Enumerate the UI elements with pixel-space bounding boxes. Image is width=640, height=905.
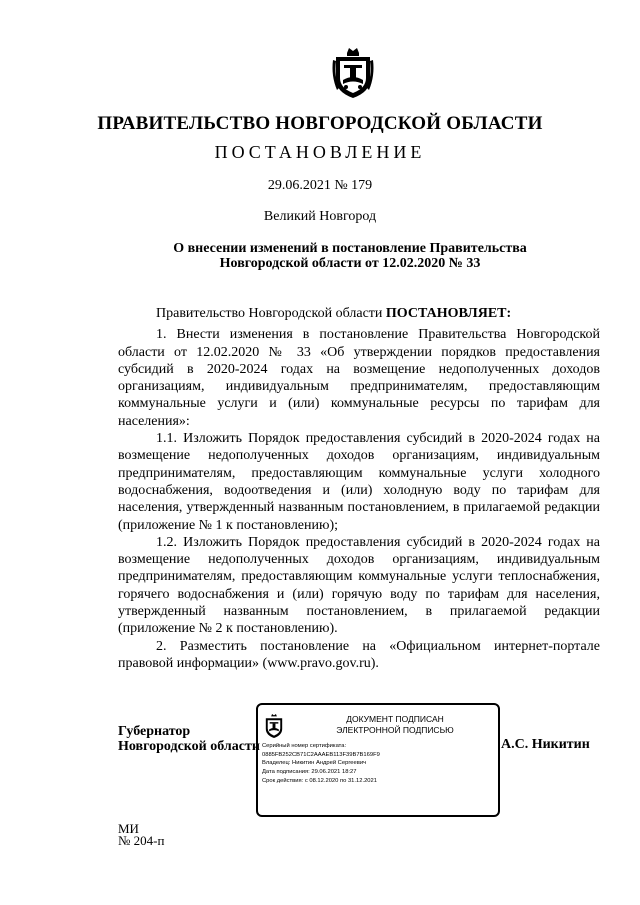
body-paragraph: 2. Разместить постановление на «Официальном интернет-портале правовой информации» (www.pravo.gov.ru).: [118, 638, 600, 671]
preamble: [118, 305, 600, 322]
stamp-detail-line: 0885FB252CB71C2AAAEB113F39B7B169F9: [262, 751, 380, 758]
signatory-position-line: Губернатор: [118, 724, 191, 739]
stamp-heading-line: ЭЛЕКТРОННОЙ ПОДПИСЬЮ: [336, 725, 454, 735]
document-place: Великий Новгород: [263, 209, 377, 224]
body-paragraph: 1.1. Изложить Порядок предоставления субсидий в 2020-2024 годах на возмещение недополученных доходов организациям, индивидуальным предпринимателям, предоставляющим коммунальные услуги холодного водоснабжения, водоотведения и (или) холодную воду по тарифам для населения, утвержденный названным постановлением, в прилагаемой редакции (приложение № 1 к постановлению);: [118, 431, 600, 533]
signatory-name: А.С. Никитин: [501, 737, 590, 752]
signatory-position: [118, 724, 260, 754]
stamp-detail-line: Дата подписания: 29.06.2021 18:27: [262, 769, 357, 776]
preamble-decree-word: ПОСТАНОВЛЯЕТ:: [385, 306, 512, 321]
document-body: [118, 305, 600, 672]
body-paragraph: 1. Внести изменения в постановление Правительства Новгородской области от 12.02.2020 № 33 «Об утверждении порядков предоставления субсидий в 2020-2024 годах на возмещение недополученных доходов организациям, индивидуальным предпринимателям, предоставляющим коммунальные услуги и (или) коммунальные ресурсы по тарифам для населения»:: [118, 327, 600, 429]
stamp-detail-line: Серийный номер сертификата:: [262, 743, 347, 749]
registration-number: № 204-п: [118, 833, 165, 848]
stamp-heading: [300, 714, 490, 736]
electronic-signature-stamp: [256, 703, 500, 817]
body-paragraph: 1.2. Изложить Порядок предоставления субсидий в 2020-2024 годах на возмещение недополученных доходов организациям, индивидуальным предпринимателям, предоставляющим коммунальные услуги теплоснабжения, горячего водоснабжения и (или) горячую воду по тарифам для населения, утвержденный названным постановлением, в прилагаемой редакции (приложение № 2 к постановлению).: [118, 534, 600, 637]
stamp-coat-of-arms-icon: [263, 713, 285, 739]
coat-of-arms-icon: [331, 46, 375, 100]
executor-initials: МИ: [118, 821, 139, 836]
organization-title: ПРАВИТЕЛЬСТВО НОВГОРОДСКОЙ ОБЛАСТИ: [97, 113, 543, 134]
stamp-detail-line: Срок действия: с 08.12.2020 по 31.12.2021: [262, 777, 377, 784]
document-date-number: 29.06.2021 № 179: [267, 178, 373, 193]
document-type: ПОСТАНОВЛЕНИЕ: [214, 142, 426, 162]
stamp-heading-line: ДОКУМЕНТ ПОДПИСАН: [346, 714, 444, 724]
stamp-details: [262, 742, 494, 786]
stamp-detail-line: Владелец: Никитин Андрей Сергеевич: [262, 760, 367, 767]
preamble-text: Правительство Новгородской области: [156, 306, 383, 321]
signatory-position-line: Новгородской области: [118, 739, 260, 754]
document-subject: О внесении изменений в постановление Правительства Новгородской области от 12.02.2020 № 33: [173, 241, 527, 271]
